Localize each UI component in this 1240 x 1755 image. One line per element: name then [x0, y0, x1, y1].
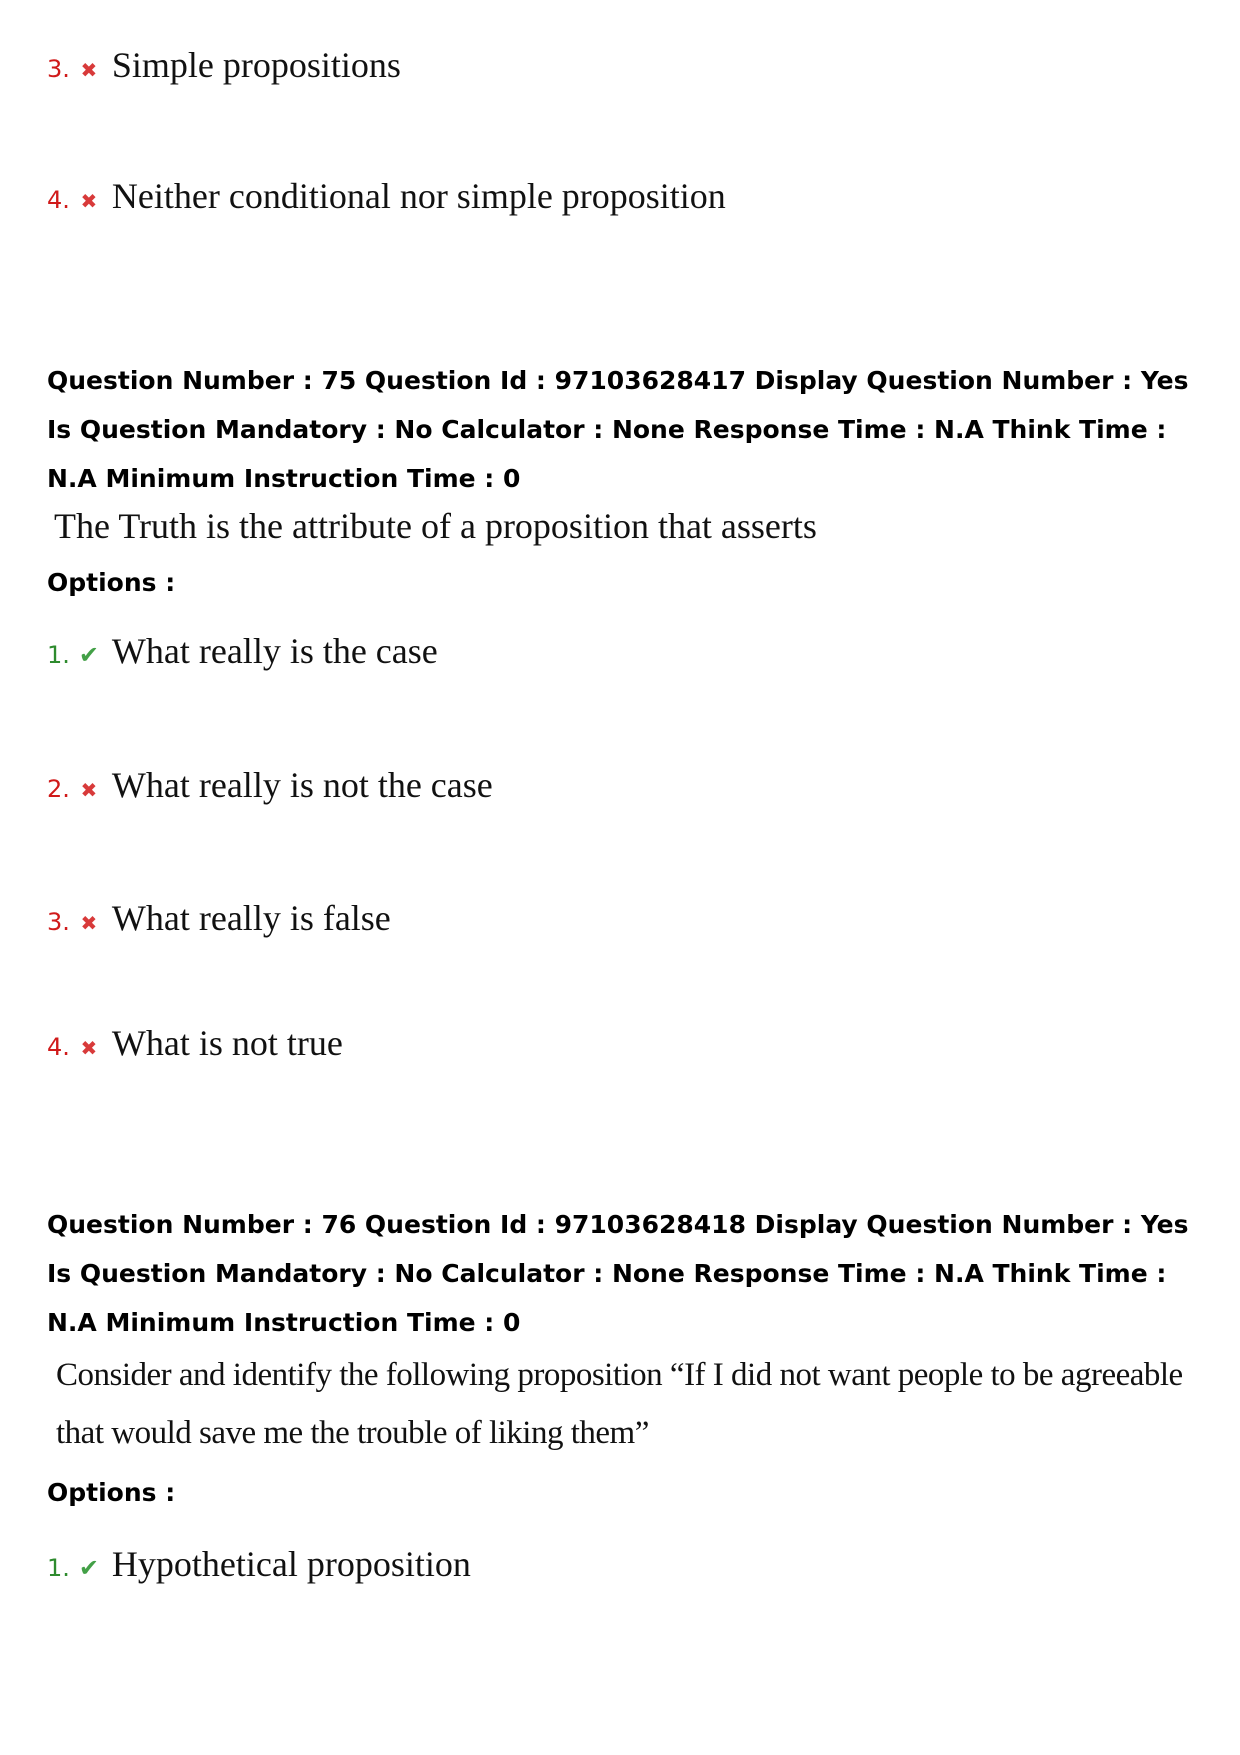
option-text: Neither conditional nor simple proposition	[111, 176, 726, 216]
question-stem: The Truth is the attribute of a proposition that asserts	[54, 506, 817, 546]
check-icon: ✔	[78, 1554, 99, 1582]
option-text: What really is not the case	[111, 765, 493, 805]
question-stem-line: Consider and identify the following proposition “If I did not want people to be agreeable	[56, 1357, 1183, 1393]
option-number: 4.	[47, 1033, 70, 1061]
option-text: Simple propositions	[111, 45, 401, 85]
question-stem-line: that would save me the trouble of liking them”	[56, 1415, 649, 1451]
option-item	[47, 175, 726, 217]
option-item	[47, 1543, 471, 1585]
option-item	[47, 630, 438, 672]
option-text: What is not true	[111, 1023, 343, 1063]
option-text: What really is the case	[111, 631, 438, 671]
cross-icon: ✖	[80, 58, 98, 82]
option-number: 3.	[47, 55, 70, 83]
option-text: What really is false	[111, 898, 391, 938]
options-label: Options :	[47, 568, 176, 597]
cross-icon: ✖	[80, 911, 98, 935]
cross-icon: ✖	[80, 1036, 98, 1060]
question-meta: Question Number : 76 Question Id : 97103628418 Display Question Number : Yes Is Question Mandatory : No Calculator : None Response Time : N.A Think Time : N.A Minimum Instruction Time : 0	[47, 1210, 1189, 1337]
option-item	[47, 897, 391, 939]
cross-icon: ✖	[80, 189, 98, 213]
cross-icon: ✖	[80, 778, 98, 802]
option-number: 3.	[47, 908, 70, 936]
question-meta: Question Number : 75 Question Id : 97103628417 Display Question Number : Yes Is Question Mandatory : No Calculator : None Response Time : N.A Think Time : N.A Minimum Instruction Time : 0	[47, 366, 1189, 493]
check-icon: ✔	[78, 641, 99, 669]
option-text: Hypothetical proposition	[111, 1544, 471, 1584]
option-number: 4.	[47, 186, 70, 214]
option-item	[47, 1022, 343, 1064]
option-number: 1.	[47, 1554, 70, 1582]
option-number: 1.	[47, 641, 70, 669]
options-label: Options :	[47, 1478, 176, 1507]
option-number: 2.	[47, 775, 70, 803]
option-item	[47, 764, 493, 806]
option-item	[47, 44, 401, 86]
